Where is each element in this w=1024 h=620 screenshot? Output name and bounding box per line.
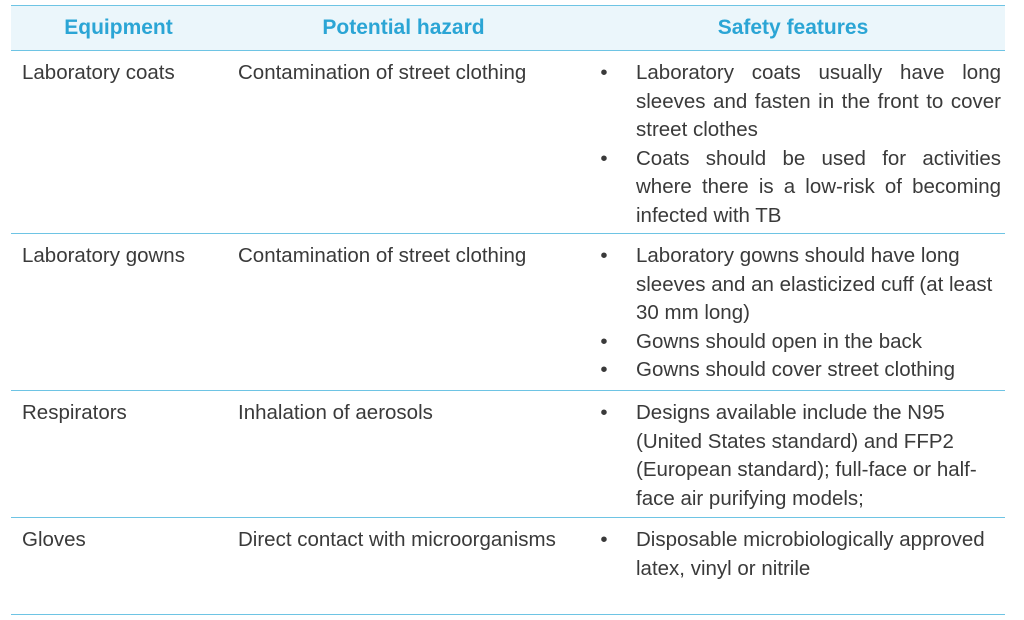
safety-feature-text: Gowns should open in the back: [636, 329, 923, 353]
hazard-cell: Contamination of street clothing: [238, 244, 527, 267]
safety-features-cell: [581, 242, 1001, 385]
safety-feature-item: [581, 145, 1001, 231]
safety-feature-text: Laboratory coats usually have long sleeves and fasten in the front to cover street clothes: [636, 61, 1001, 141]
safety-feature-item: [581, 399, 1001, 513]
ppe-table: [11, 5, 1005, 615]
safety-feature-text: Gowns should cover street clothing: [636, 358, 956, 381]
header-equipment: Equipment: [64, 16, 173, 39]
table-header: [11, 5, 1005, 51]
safety-feature-item: [581, 59, 1001, 145]
bullet-icon: •: [600, 528, 608, 551]
bullet-icon: •: [600, 401, 608, 424]
safety-feature-text: Coats should be used for activities where there is a low-risk of becoming infected with TB: [636, 146, 1001, 227]
equipment-cell: Gloves: [22, 528, 86, 551]
bullet-icon: •: [600, 146, 608, 170]
bullet-icon: •: [600, 329, 608, 353]
table-row: [11, 518, 1005, 615]
safety-feature-text: Laboratory gowns should have long sleeves and an elasticized cuff (at least 30 mm long): [636, 244, 993, 324]
hazard-cell: Contamination of street clothing: [238, 61, 527, 84]
bullet-icon: •: [600, 244, 608, 267]
hazard-cell: Direct contact with microorganisms: [238, 528, 556, 551]
safety-feature-item: [581, 526, 1001, 583]
safety-features-cell: [581, 59, 1001, 230]
hazard-cell: Inhalation of aerosols: [238, 401, 433, 424]
safety-features-cell: [581, 399, 1001, 513]
safety-features-cell: [581, 526, 1001, 583]
safety-feature-text: Designs available include the N95 (United States standard) and FFP2 (European standard); full-face or half-face air purifying models;: [636, 401, 977, 510]
safety-feature-item: [581, 356, 1001, 385]
equipment-cell: Laboratory gowns: [22, 244, 185, 267]
safety-feature-item: [581, 328, 1001, 357]
equipment-cell: Laboratory coats: [22, 61, 175, 84]
table-row: [11, 391, 1005, 518]
table-row: [11, 234, 1005, 391]
table-row: [11, 51, 1005, 234]
header-safety-features: Safety features: [717, 16, 869, 39]
equipment-cell: Respirators: [22, 401, 127, 424]
header-potential-hazard: Potential hazard: [322, 16, 485, 39]
safety-feature-text: Disposable microbiologically approved latex, vinyl or nitrile: [636, 528, 985, 580]
safety-feature-item: [581, 242, 1001, 328]
bullet-icon: •: [600, 61, 608, 84]
bullet-icon: •: [600, 358, 608, 381]
